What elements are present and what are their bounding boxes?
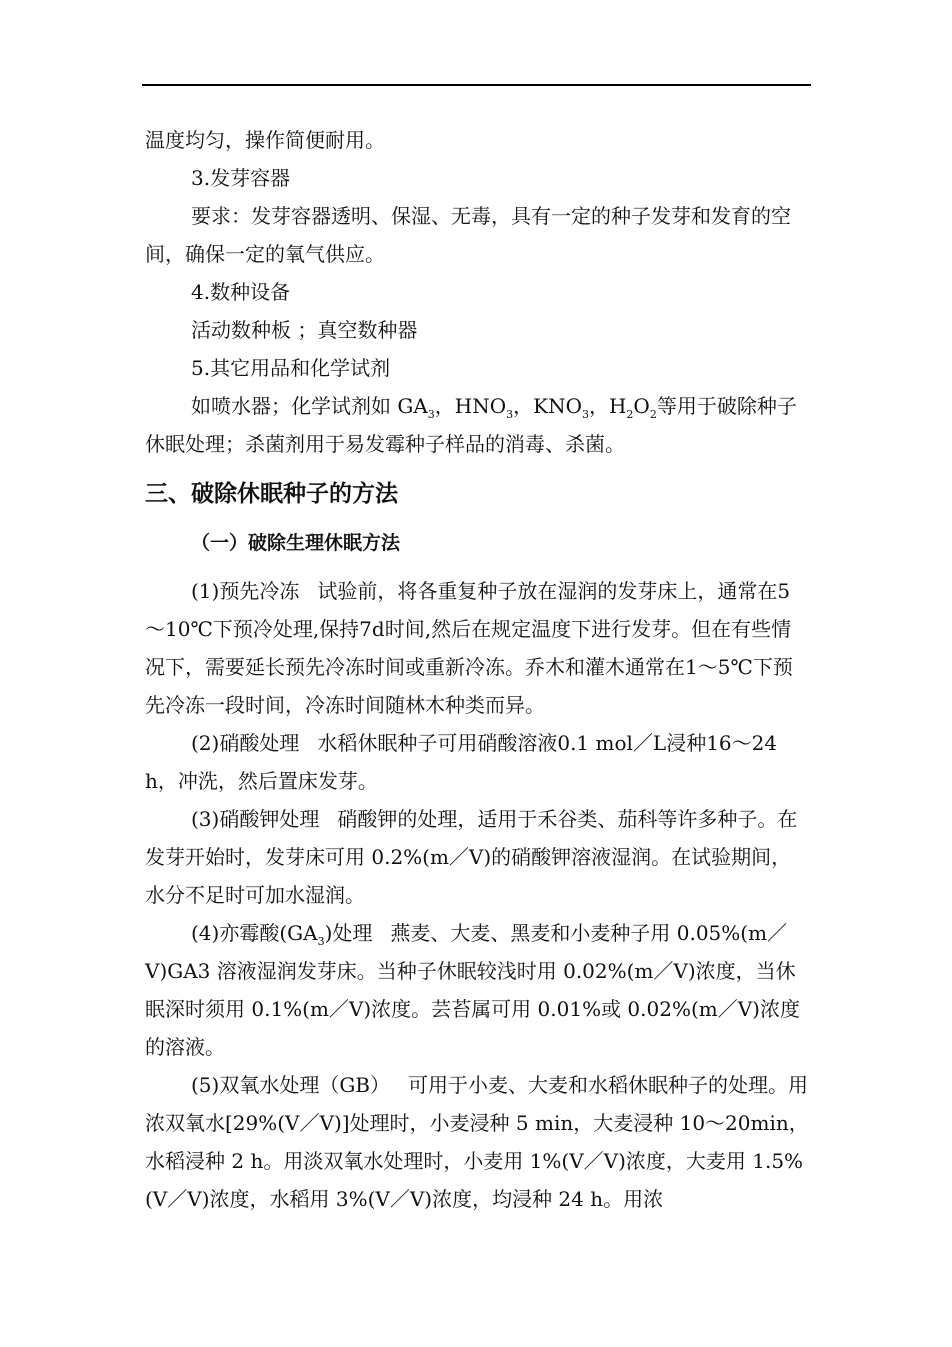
- item-germination-container: 3.发芽容器: [191, 166, 291, 190]
- method-text: 试验前，将各重复种子放在湿润的发芽床上，通常在5～10℃下预冷处理,保持7d时间,然后在规定温度下进行发芽。但在有些情况下，需要延长预先冷冻时间或重新冷冻。乔木和灌木通常在1～5℃下预先冷冻一段时间，冷冻时间随林木种类而异。: [145, 579, 793, 717]
- method-label: (2)硝酸处理: [191, 731, 300, 755]
- method-label: (4)亦霉酸$(GA_3)$处理: [191, 921, 373, 948]
- paragraph-continued: 温度均匀，操作简便耐用。: [145, 128, 385, 152]
- item-seed-counting-equipment: 4.数种设备: [191, 280, 291, 304]
- paragraph-counting-devices: 活动数种板 ；真空数种器: [191, 318, 418, 342]
- section-title: 三、破除休眠种子的方法: [145, 481, 398, 507]
- method-label: (1)预先冷冻: [191, 579, 300, 603]
- paragraph-chemicals: 如喷水器；化学试剂如 $GA_3$，$HNO_3$，$KNO_3$，$H_2O_2$等用于破除种子休眠处理；杀菌剂用于易发霉种子样品的消毒、杀菌。: [145, 394, 797, 456]
- method-hydrogen-peroxide: [145, 1066, 809, 1218]
- method-potassium-nitrate: [145, 800, 809, 914]
- method-label: (5)双氧水处理（GB）: [191, 1073, 391, 1097]
- subsection-title: （一）破除生理休眠方法: [191, 532, 401, 554]
- item-other-supplies: 5.其它用品和化学试剂: [191, 356, 391, 380]
- paragraph-container-requirements: 要求：发芽容器透明、保湿、无毒，具有一定的种子发芽和发育的空间，确保一定的氧气供应。: [145, 204, 791, 266]
- method-text: 硝酸钾的处理，适用于禾谷类、茄科等许多种子。在发芽开始时，发芽床可用 0.2%(m／V)的硝酸钾溶液湿润。在试验期间，水分不足时可加水湿润。: [145, 807, 798, 907]
- document-body: [145, 121, 809, 1218]
- method-label: (3)硝酸钾处理: [191, 807, 320, 831]
- method-gibberellic-acid: [145, 914, 809, 1066]
- method-text: 燕麦、大麦、黑麦和小麦种子用 0.05%(m／V)GA3 溶液湿润发芽床。当种子休眠较浅时用 0.02%(m／V)浓度，当休眠深时须用 0.1%(m／V)浓度。芸苔属可用 0.01%或 0.02%(m／V)浓度的溶液。: [145, 921, 800, 1059]
- method-text: 水稻休眠种子可用硝酸溶液0.1 mol／L浸种16～24h，冲洗，然后置床发芽。: [145, 731, 778, 793]
- header-rule: [142, 84, 811, 86]
- method-text: 可用于小麦、大麦和水稻休眠种子的处理。用浓双氧水[29%(V／V)]处理时，小麦浸种 5 min，大麦浸种 10～20min，水稻浸种 2 h。用淡双氧水处理时，小麦用 1%(V／V)浓度，大麦用 1.5%(V／V)浓度，水稻用 3%(V／V)浓度，均浸种 24 h。用浓: [145, 1073, 809, 1211]
- method-prechilling: [145, 572, 809, 724]
- method-nitric-acid: [145, 724, 809, 800]
